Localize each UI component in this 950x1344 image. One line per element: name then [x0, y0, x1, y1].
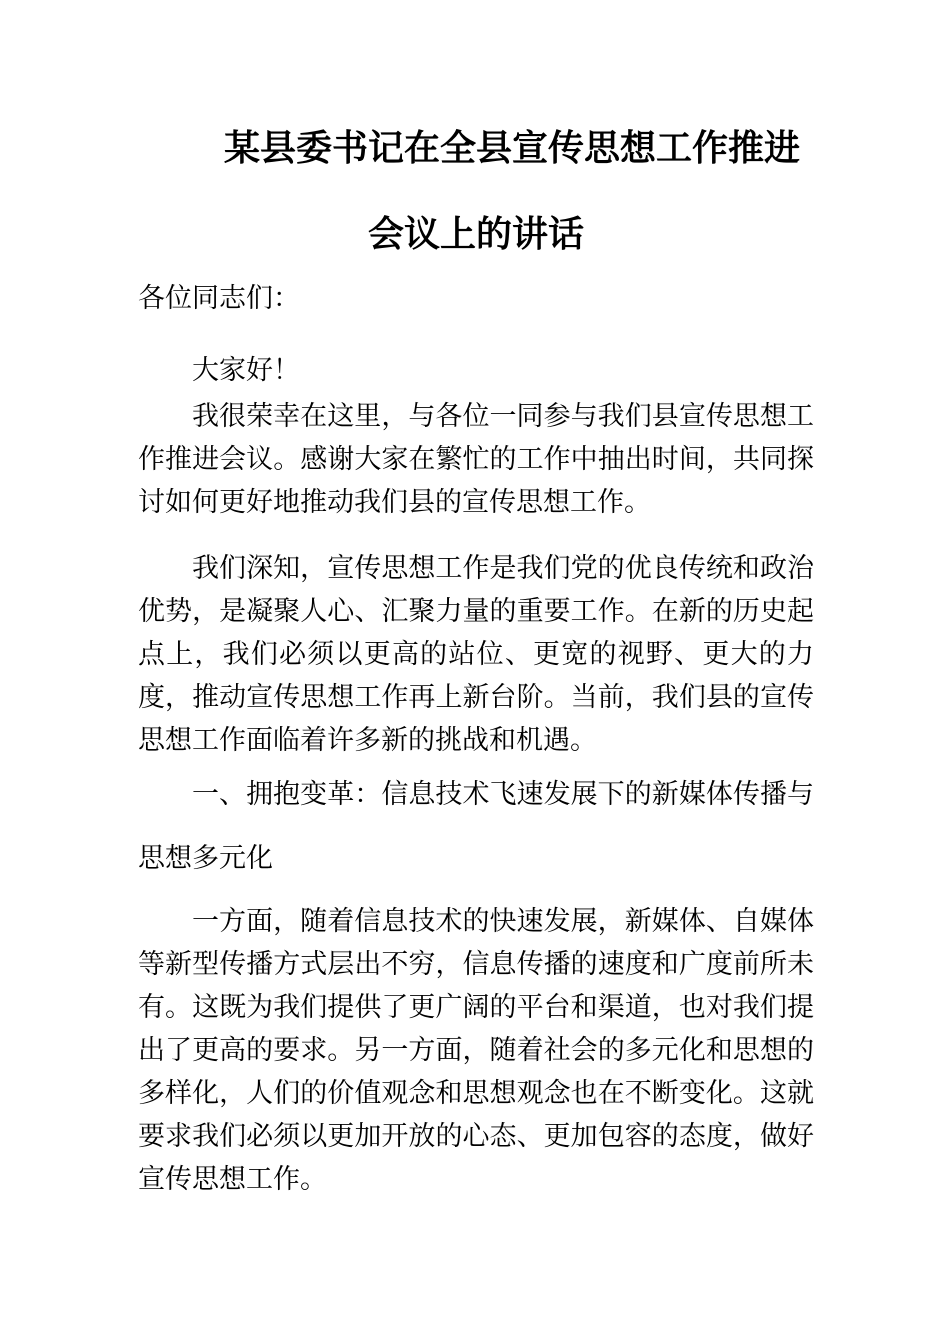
greeting-paragraph: 大家好！: [192, 355, 300, 385]
body-paragraph-3: 一方面，随着信息技术的快速发展，新媒体、自媒体等新型传播方式层出不穷，信息传播的速度和广度前所未有。这既为我们提供了更广阔的平台和渠道，也对我们提出了更高的要求。另一方面，随着社会的多元化和思想的多样化，人们的价值观念和思想观念也在不断变化。这就要求我们必须以更加开放的心态、更加包容的态度，做好宣传思想工作。: [138, 906, 814, 1194]
document-title: [138, 105, 814, 277]
body-paragraph-2: 我们深知，宣传思想工作是我们党的优良传统和政治优势，是凝聚人心、汇聚力量的重要工作。在新的历史起点上，我们必须以更高的站位、更宽的视野、更大的力度，推动宣传思想工作再上新台阶。当前，我们县的宣传思想工作面临着许多新的挑战和机遇。: [138, 553, 814, 755]
document-title-line-2: 会议上的讲话: [367, 213, 584, 254]
document-title-line-1: 某县委书记在全县宣传思想工作推进: [223, 127, 800, 168]
body-paragraph-1: 我很荣幸在这里，与各位一同参与我们县宣传思想工作推进会议。感谢大家在繁忙的工作中抽出时间，共同探讨如何更好地推动我们县的宣传思想工作。: [138, 401, 814, 517]
salutation: 各位同志们：: [138, 283, 300, 313]
section-heading: 一、拥抱变革：信息技术飞速发展下的新媒体传播与思想多元化: [138, 779, 814, 873]
